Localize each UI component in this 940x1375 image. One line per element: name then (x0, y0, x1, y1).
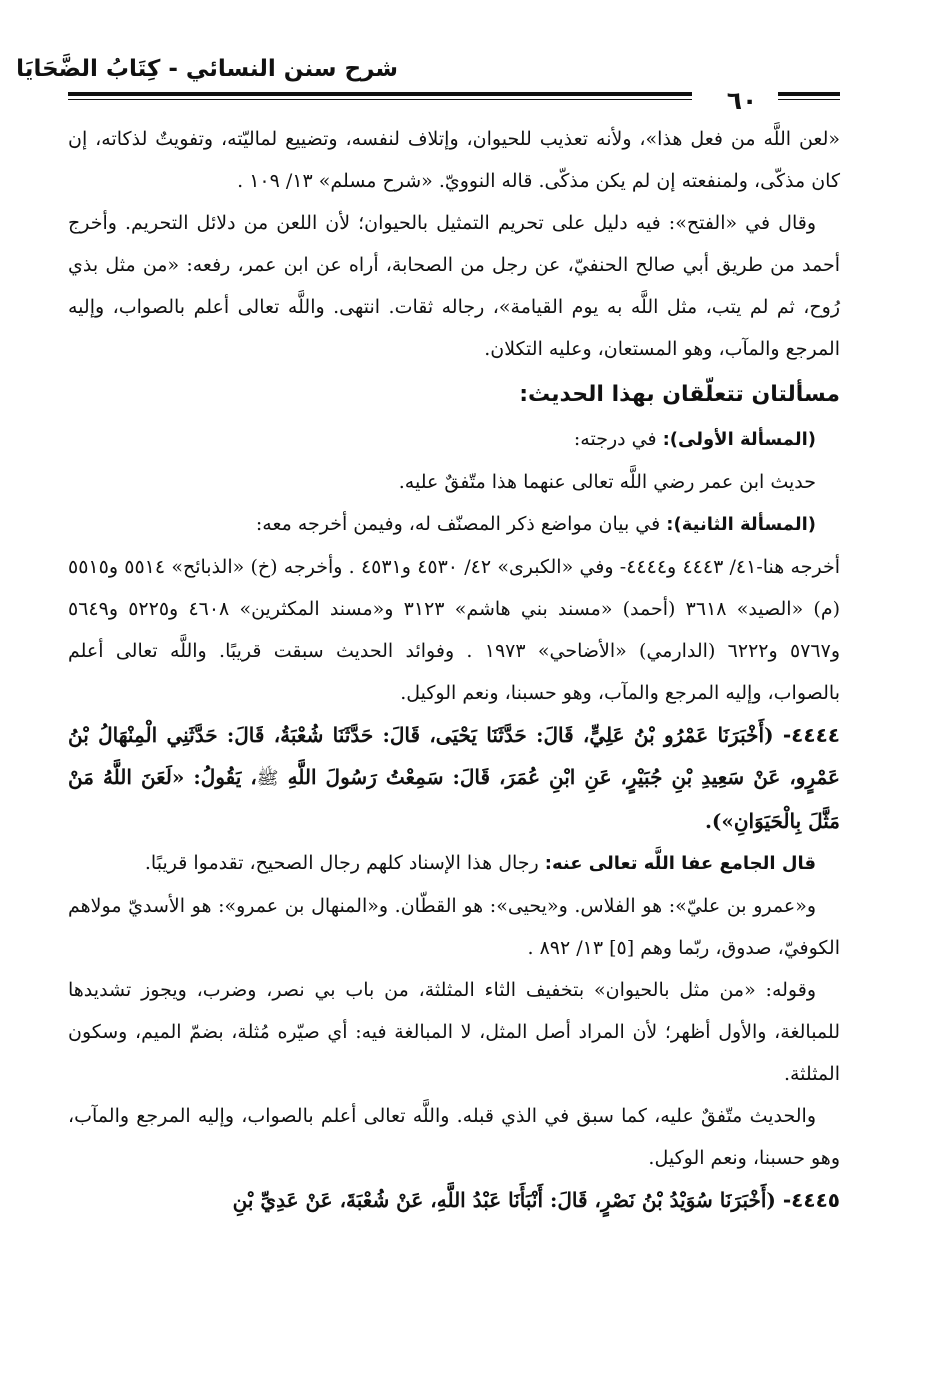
paragraph-wording: وقوله: «من مثل بالحيوان» بتخفيف الثاء المثلثة، من باب بي نصر، وضرب، ويجوز تشديدها للمبالغة، والأول أظهر؛ لأن المراد أصل المثل، لا المبالغة فيه: أي صيّره مُثلة، بضمّ الميم، وسكون المثلثة. (68, 979, 840, 1085)
jami-comment (68, 842, 840, 885)
question-two-label: (المسألة الثانية): (666, 514, 816, 535)
jami-label: قال الجامع عفا اللَّه تعالى عنه: (544, 853, 816, 874)
header-rule-thin (68, 99, 692, 100)
body-text (68, 118, 840, 1221)
page-number-rule-thick (778, 92, 840, 96)
question-one-text: حديث ابن عمر رضي اللَّه تعالى عنهما هذا متّفقٌ عليه. (398, 471, 816, 493)
salla-allahu-alayhi-icon: ﷺ (256, 768, 279, 789)
hadith-4445-number: ٤٤٤٥- (782, 1188, 840, 1212)
hadith-4444 (68, 714, 840, 842)
header-rule-thick (68, 92, 692, 96)
question-one (68, 418, 840, 461)
paragraph-fath: وقال في «الفتح»: فيه دليل على تحريم التمثيل بالحيوان؛ لأن اللعن من دلائل التحريم. وأخرج أحمد من طريق أبي صالح الحنفيّ، عن رجل من الصحابة، أراه عن ابن عمر، رفعه: «من مثل بذي رُوح، ثم لم يتب، مثل اللَّه به يوم القيامة»، رجاله ثقات. انتهى. واللَّه تعالى أعلم بالصواب، وإليه المرجع والمآب، وهو المستعان، وعليه التكلان. (68, 212, 840, 360)
question-one-label: (المسألة الأولى): (662, 429, 816, 450)
running-header-title: شرح سنن النسائي - كِتَابُ الضَّحَايَا (16, 56, 398, 82)
hadith-4444-number: ٤٤٤٤- (782, 723, 840, 747)
page-number: ٦٠ (726, 86, 758, 115)
hadith-4445-chain: (أَخْبَرَنَا سُوَيْدُ بْنُ نَصْرٍ، قَالَ: أَنْبَأَنَا عَبْدُ اللَّهِ، عَنْ شُعْبَةَ، عَنْ عَدِيِّ بْنِ (232, 1188, 776, 1212)
question-two (68, 503, 840, 546)
hadith-4445 (68, 1179, 840, 1221)
paragraph-narrators: و«عمرو بن عليّ»: هو الفلاس. و«يحيى»: هو القطّان. و«المنهال بن عمرو»: هو الأسديّ مولاهم الكوفيّ، صدوق، ربّما وهم [٥] ١٣/ ٨٩٢ . (68, 895, 840, 959)
paragraph-agreed: والحديث متّفقٌ عليه، كما سبق في الذي قبله. واللَّه تعالى أعلم بالصواب، وإليه المرجع والمآب، وهو حسبنا، ونعم الوكيل. (68, 1105, 840, 1169)
paragraph-nawawi: «لعن اللَّه من فعل هذا»، ولأنه تعذيب للحيوان، وإتلاف لنفسه، وتضييع لماليّته، وتفويتٌ لذكاته، إن كان مذكّى، ولمنفعته إن لم يكن مذكّى. قاله النوويّ. «شرح مسلم» ١٣/ ١٠٩ . (68, 128, 840, 192)
hadith-4444-matn: ، يَقُولُ: «لَعَنَ اللَّهُ مَنْ مَثَّلَ بِالْحَيَوَانِ»). (68, 765, 840, 833)
question-two-text: أخرجه هنا-٤١/ ٤٤٤٣ و٤٤٤٤- وفي «الكبرى» ٤٢/ ٤٥٣٠ و٤٥٣١ . وأخرجه (خ) «الذبائح» ٥٥١٤ و٥٥١٥ (م) «الصيد» ٣٦١٨ (أحمد) «مسند بني هاشم» ٣١٢٣ و«مسند المكثرين» ٤٦٠٨ و٥٢٢٥ و٥٦٤٩ و٥٧٦٧ و٦٢٢٢ (الدارمي) «الأضاحي» ١٩٧٣ . وفوائد الحديث سبقت قريبًا. واللَّه تعالى أعلم بالصواب، وإليه المرجع والمآب، وهو حسبنا، ونعم الوكيل. (68, 556, 841, 704)
section-heading: مسألتان تتعلّقان بهذا الحديث: (519, 382, 840, 407)
jami-text: رجال هذا الإسناد كلهم رجال الصحيح، تقدموا قريبًا. (144, 852, 539, 874)
question-two-title: في بيان مواضع ذكر المصنّف له، وفيمن أخرجه معه: (255, 513, 661, 535)
question-one-title: في درجته: (573, 428, 657, 450)
page-number-rule-thin (778, 99, 840, 100)
hadith-4444-chain: (أَخْبَرَنَا عَمْرُو بْنُ عَلِيٍّ، قَالَ: حَدَّثَنَا يَحْيَى، قَالَ: حَدَّثَنَا شُعْبَةُ، قَالَ: حَدَّثَنِي الْمِنْهَالُ بْنُ عَمْرٍو، عَنْ سَعِيدِ بْنِ جُبَيْرٍ، عَنِ ابْنِ عُمَرَ، قَالَ: سَمِعْتُ رَسُولَ اللَّهِ (68, 723, 840, 789)
